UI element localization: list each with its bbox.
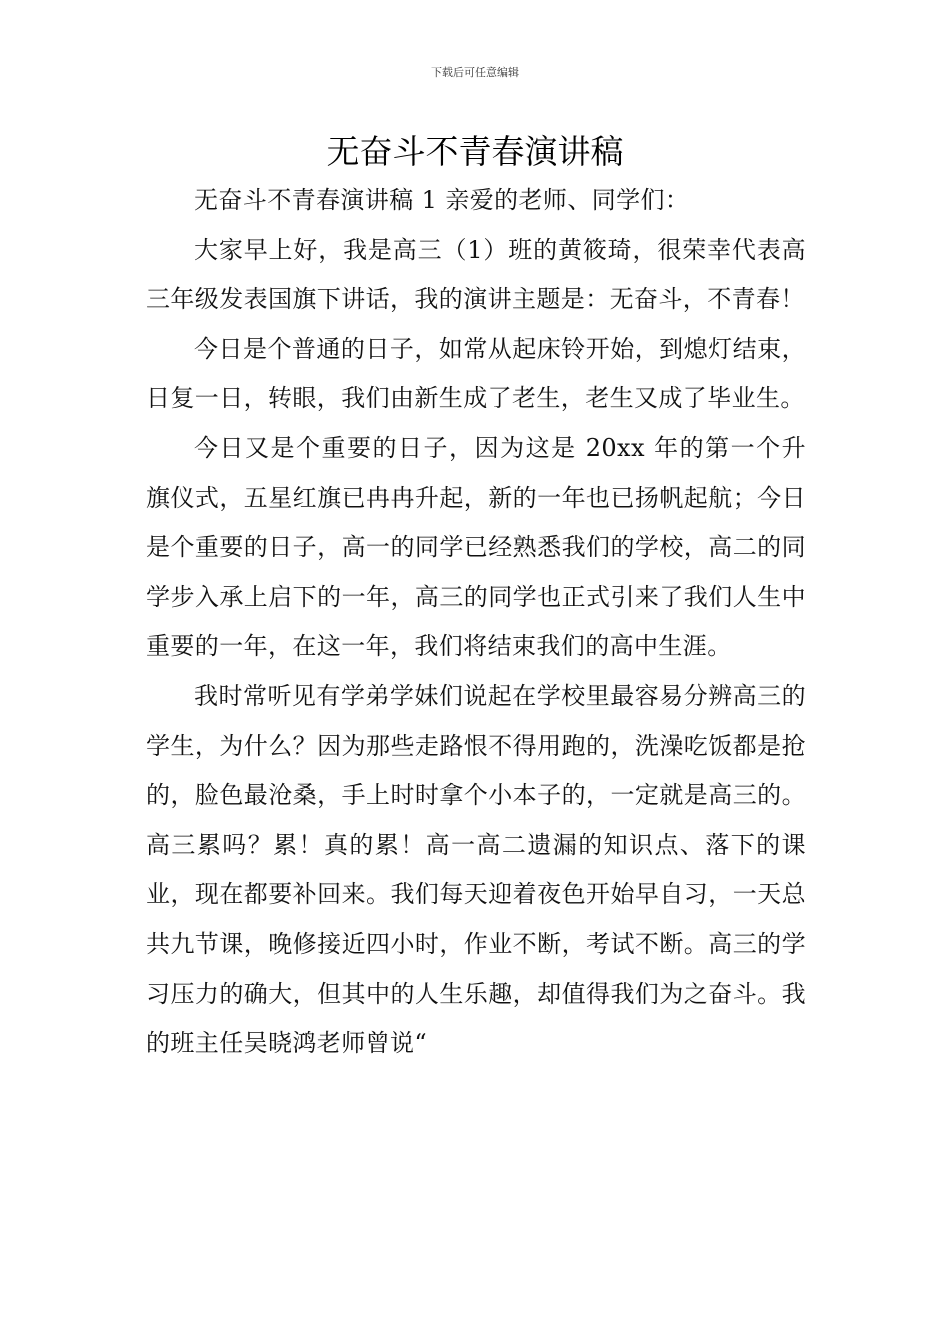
paragraph-2: 大家早上好，我是高三（1）班的黄筱琦，很荣幸代表高三年级发表国旗下讲话，我的演讲主题是：无奋斗，不青春！ (146, 235, 806, 314)
document-title: 无奋斗不青春演讲稿 (326, 132, 624, 171)
paragraph-1: 无奋斗不青春演讲稿 1 亲爱的老师、同学们： (194, 186, 690, 214)
paragraph-3: 今日是个普通的日子，如常从起床铃开始，到熄灯结束，日复一日，转眼，我们由新生成了老生，老生又成了毕业生。 (146, 334, 806, 413)
document-body (146, 176, 806, 1069)
page-header-note: 下载后可任意编辑 (431, 66, 519, 79)
paragraph-5: 我时常听见有学弟学妹们说起在学校里最容易分辨高三的学生，为什么？因为那些走路恨不得用跑的，洗澡吃饭都是抢的，脸色最沧桑，手上时时拿个小本子的，一定就是高三的。高三累吗？累！真的累！高一高二遗漏的知识点、落下的课业，现在都要补回来。我们每天迎着夜色开始早自习，一天总共九节课，晚修接近四小时，作业不断，考试不断。高三的学习压力的确大，但其中的人生乐趣，却值得我们为之奋斗。我的班主任吴晓鸿老师曾说“ (146, 681, 806, 1058)
paragraph-4: 今日又是个重要的日子，因为这是 20xx 年的第一个升旗仪式，五星红旗已冉冉升起，新的一年也已扬帆起航；今日是个重要的日子，高一的同学已经熟悉我们的学校，高二的同学步入承上启下的一年，高三的同学也正式引来了我们人生中重要的一年，在这一年，我们将结束我们的高中生涯。 (146, 433, 806, 661)
